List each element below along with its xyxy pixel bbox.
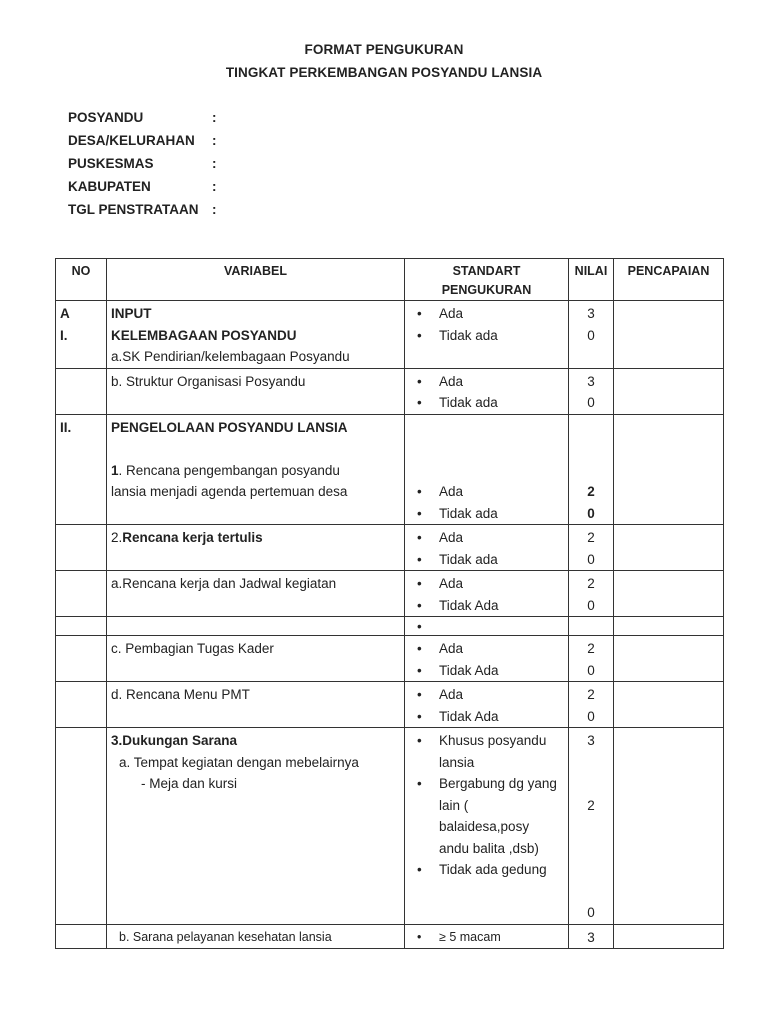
table-header-row [56, 259, 724, 301]
info-colon: : [212, 156, 217, 171]
row-pencapaian [614, 525, 724, 571]
row-no [56, 728, 107, 925]
row-pencapaian [614, 682, 724, 728]
info-label-posyandu: POSYANDU [68, 110, 144, 125]
info-label-tgl: TGL PENSTRATAAN [68, 202, 199, 217]
row-pencapaian [614, 414, 724, 525]
table-row [56, 525, 724, 571]
row-standart: • Ada • Tidak ada [405, 368, 569, 414]
row-no [56, 368, 107, 414]
info-label-puskesmas: PUSKESMAS [68, 156, 154, 171]
row-pencapaian [614, 924, 724, 949]
row-variabel: a.Rencana kerja dan Jadwal kegiatan [107, 571, 405, 617]
row-nilai: 3 0 [569, 301, 614, 369]
row-variabel: 3.Dukungan Sarana a. Tempat kegiatan dengan mebelairnya - Meja dan kursi [107, 728, 405, 925]
document-title: FORMAT PENGUKURAN [304, 42, 464, 57]
table-row [56, 682, 724, 728]
row-variabel: PENGELOLAAN POSYANDU LANSIA 1. Rencana pengembangan posyandu lansia menjadi agenda pertemuan desa [107, 414, 405, 525]
header-nilai: NILAI [569, 259, 614, 301]
row-variabel: d. Rencana Menu PMT [107, 682, 405, 728]
row-pencapaian [614, 728, 724, 925]
row-no [56, 617, 107, 636]
header-no: NO [56, 259, 107, 301]
info-colon: : [212, 110, 217, 125]
row-variabel: b. Sarana pelayanan kesehatan lansia [107, 924, 405, 949]
row-nilai: 2 0 [569, 682, 614, 728]
row-no [56, 571, 107, 617]
row-variabel: 2.Rencana kerja tertulis [107, 525, 405, 571]
row-nilai [569, 617, 614, 636]
row-pencapaian [614, 368, 724, 414]
row-nilai: 2 0 [569, 636, 614, 682]
row-no [56, 682, 107, 728]
row-nilai: 3 0 [569, 368, 614, 414]
table-row [56, 571, 724, 617]
row-no [56, 924, 107, 949]
row-no: II. [56, 414, 107, 525]
row-no: A I. [56, 301, 107, 369]
row-no [56, 636, 107, 682]
row-nilai: 3 2 0 [569, 728, 614, 925]
row-no [56, 525, 107, 571]
row-pencapaian [614, 617, 724, 636]
row-pencapaian [614, 301, 724, 369]
table-row [56, 301, 724, 369]
row-variabel: c. Pembagian Tugas Kader [107, 636, 405, 682]
table-row [56, 924, 724, 949]
table-row [56, 368, 724, 414]
row-standart: • Ada • Tidak ada [405, 414, 569, 525]
row-nilai: 2 0 [569, 414, 614, 525]
info-colon: : [212, 202, 217, 217]
table-row [56, 728, 724, 925]
table-row [56, 414, 724, 525]
header-pencapaian: PENCAPAIAN [614, 259, 724, 301]
row-standart: • Ada • Tidak ada [405, 525, 569, 571]
row-variabel [107, 617, 405, 636]
header-standart: STANDART PENGUKURAN [405, 259, 569, 301]
document-subtitle: TINGKAT PERKEMBANGAN POSYANDU LANSIA [225, 65, 543, 80]
row-standart: • Ada • Tidak Ada [405, 682, 569, 728]
info-colon: : [212, 133, 217, 148]
row-variabel: b. Struktur Organisasi Posyandu [107, 368, 405, 414]
table-row [56, 636, 724, 682]
info-colon: : [212, 179, 217, 194]
row-nilai: 3 [569, 924, 614, 949]
row-standart: • Ada • Tidak Ada [405, 636, 569, 682]
info-label-desa: DESA/KELURAHAN [68, 133, 195, 148]
row-standart: • Ada • Tidak Ada [405, 571, 569, 617]
header-variabel: VARIABEL [107, 259, 405, 301]
row-standart: • Khusus posyandu lansia • Bergabung dg yang lain ( balaidesa,posy andu balita ,dsb) • Tidak ada gedung [405, 728, 569, 925]
table-row [56, 617, 724, 636]
row-variabel: INPUT KELEMBAGAAN POSYANDU a.SK Pendirian/kelembagaan Posyandu [107, 301, 405, 369]
row-standart [405, 617, 569, 636]
row-standart: • Ada • Tidak ada [405, 301, 569, 369]
row-pencapaian [614, 571, 724, 617]
info-label-kabupaten: KABUPATEN [68, 179, 151, 194]
row-nilai: 2 0 [569, 525, 614, 571]
measurement-table [55, 258, 724, 949]
row-nilai: 2 0 [569, 571, 614, 617]
row-standart: • ≥ 5 macam [405, 924, 569, 949]
row-pencapaian [614, 636, 724, 682]
